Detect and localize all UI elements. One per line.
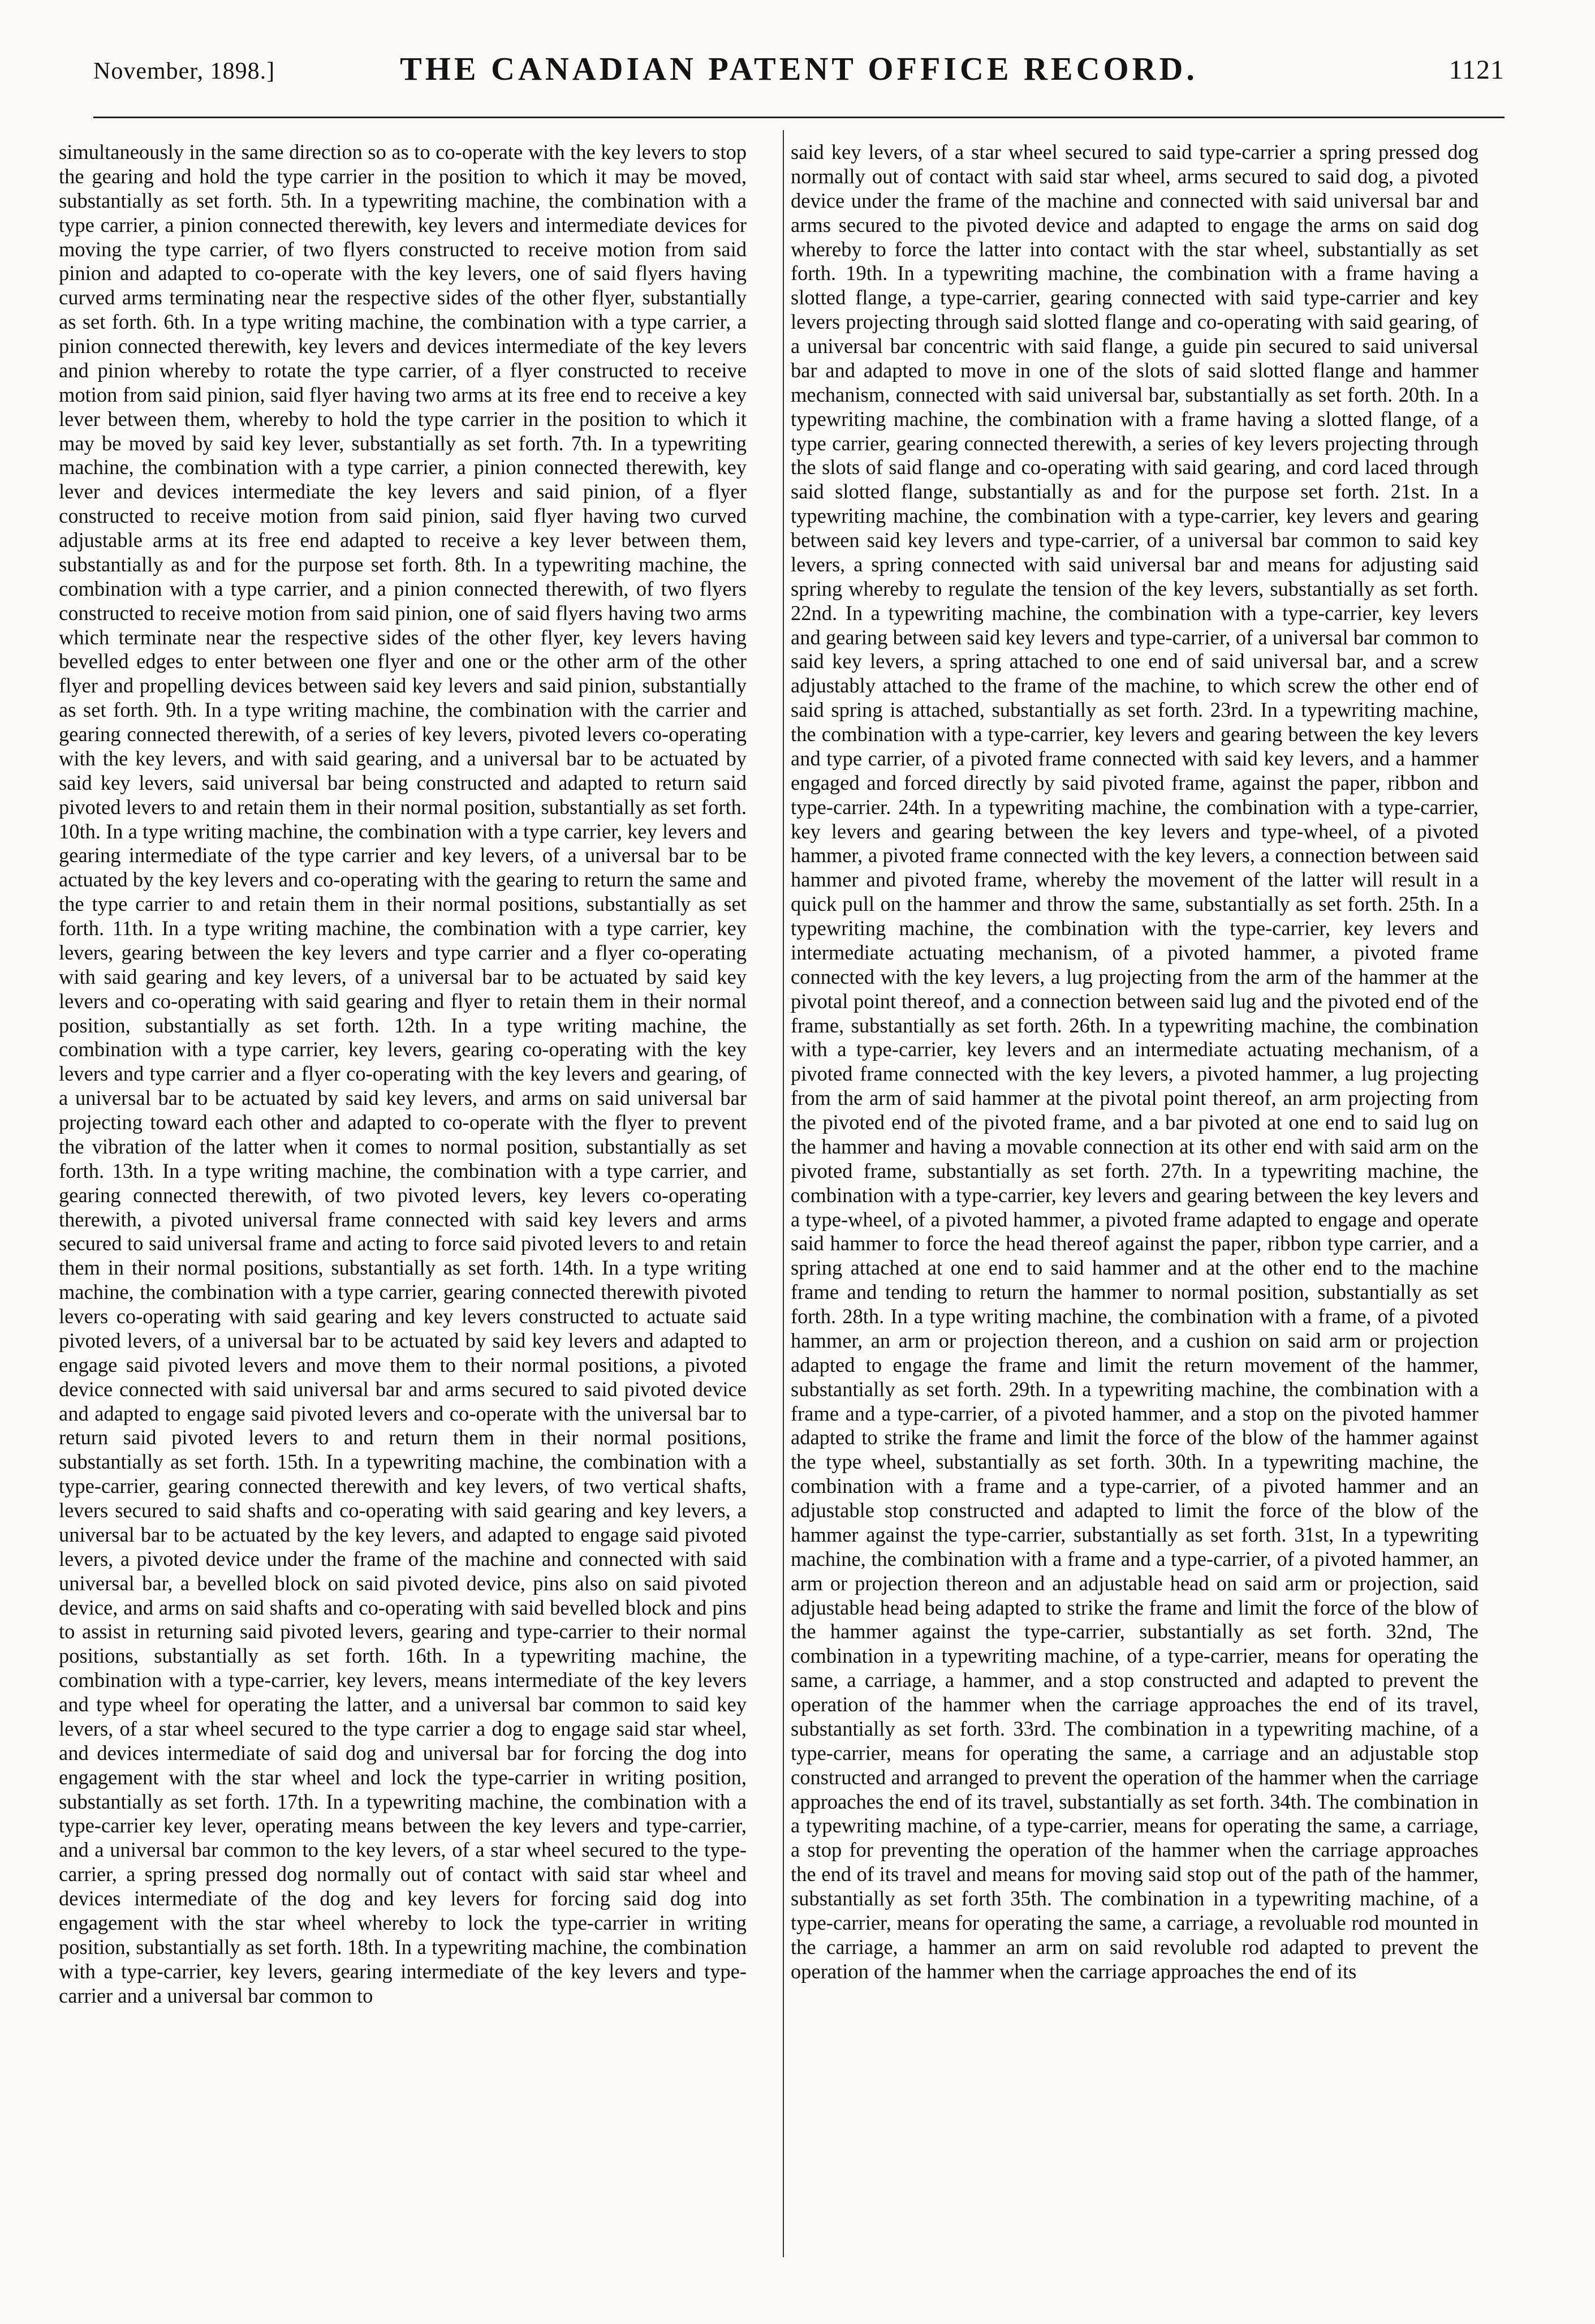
issue-date: November, 1898.] <box>93 58 275 84</box>
left-column-text: simultaneously in the same direction so as to co-operate with the key levers to stop the gearing and hold the type carrier in the position to which it may be moved, substantially as set forth. 5th. In a typewriting machine, the combination with a type carrier, a pinion connected therewith, key levers and intermediate devices for moving the type carrier, of two flyers constructed to receive motion from said pinion and adapted to co-operate with the key levers, one of said flyers having curved arms terminating near the respective sides of the other flyer, substantially as set forth. 6th. In a type writing machine, the combination with a type carrier, a pinion connected therewith, key levers and devices intermediate of the key levers and pinion whereby to rotate the type carrier, of a flyer constructed to receive motion from said pinion, said flyer having two arms at its free end to receive a key lever between them, whereby to hold the type carrier in the position to which it may be moved by said key lever, substantially as set forth. 7th. In a typewriting machine, the combination with a type carrier, a pinion connected therewith, key lever and devices intermediate the key levers and said pinion, of a flyer constructed to receive motion from said pinion, said flyer having two curved adjustable arms at its free end adapted to receive a key lever between them, substantially as and for the purpose set forth. 8th. In a typewriting machine, the combination with a type carrier, and a pinion connected therewith, of two flyers constructed to receive motion from said pinion, one of said flyers having two arms which terminate near the respective sides of the other flyer, key levers having bevelled edges to enter between one flyer and one or the other arm of the other flyer and propelling devices between said key levers and said pinion, substantially as set forth. 9th. In a type writing machine, the combination with the carrier and gearing connected therewith, of a series of key levers, pivoted levers co-operating with the key levers, and with said gearing, and a universal bar to be actuated by said key levers, said universal bar being constructed and adapted to return said pivoted levers to and retain them in their normal position, substantially as set forth. 10th. In a type writing machine, the combination with a type carrier, key levers and gearing intermediate of the type carrier and key levers, of a universal bar to be actuated by the key levers and co-operating with the gearing to return the same and the type carrier to and retain them in their normal positions, substantially as set forth. 11th. In a type writing machine, the combination with a type carrier, key levers, gearing between the key levers and type carrier and a flyer co-operating with said gearing and key levers, of a universal bar to be actuated by said key levers and co-operating with said gearing and flyer to retain them in their normal position, substantially as set forth. 12th. In a type writing machine, the combination with a type carrier, key levers, gearing co-operating with the key levers and type carrier and a flyer co-operating with the key levers and gearing, of a universal bar to be actuated by said key levers, and arms on said universal bar projecting toward each other and adapted to co-operate with the flyer to prevent the vibration of the latter when it comes to normal position, substantially as set forth. 13th. In a type writing machine, the combination with a type carrier, and gearing connected therewith, of two pivoted levers, key levers co-operating therewith, a pivoted universal frame connected with said key levers and arms secured to said universal frame and acting to force said pivoted levers to and retain them in their normal positions, substantially as set forth. 14th. In a type writing machine, the combination with a type carrier, gearing connected therewith pivoted levers co-operating with said gearing and key levers constructed to actuate said pivoted levers, of a universal bar to be actuated by said key levers and adapted to engage said pivoted levers and move them to their normal positions, a pivoted device connected with said universal bar and arms secured to said pivoted device and adapted to engage said pivoted levers and co-operate with the universal bar to return said pivoted levers to and return them in their normal positions, substantially as set forth. 15th. In a typewriting machine, the combination with a type-carrier, gearing connected therewith and key levers, of two vertical shafts, levers secured to said shafts and co-operating with said gearing and key levers, a universal bar to be actuated by the key levers, and adapted to engage said pivoted levers, a pivoted device under the frame of the machine and connected with said universal bar, a bevelled block on said pivoted device, pins also on said pivoted device, and arms on said shafts and co-operating with said bevelled block and pins to assist in returning said pivoted levers, gearing and type-carrier to their normal positions, substantially as set forth. 16th. In a typewriting machine, the combination with a type-carrier, key levers, means intermediate of the key levers and type wheel for operating the latter, and a universal bar common to said key levers, of a star wheel secured to the type carrier a dog to engage said star wheel, and devices intermediate of said dog and universal bar for forcing the dog into engagement with the star wheel and lock the type-carrier in writing position, substantially as set forth. 17th. In a typewriting machine, the combination with a type-carrier key lever, operating means between the key levers and type-carrier, and a universal bar common to the key levers, of a star wheel secured to the type-carrier, a spring pressed dog normally out of contact with said star wheel and devices intermediate of the dog and key levers for forcing said dog into engagement with the star wheel whereby to lock the type-carrier in writing position, substantially as set forth. 18th. In a typewriting machine, the combination with a type-carrier, key levers, gearing intermediate of the key levers and type-carrier and a universal bar common to <box>59 140 747 2007</box>
left-column <box>59 140 747 2233</box>
right-column <box>791 140 1478 2233</box>
page-header <box>93 50 1505 101</box>
page-number: 1121 <box>1449 55 1505 85</box>
column-divider <box>783 130 784 2257</box>
publication-title: THE CANADIAN PATENT OFFICE RECORD. <box>400 50 1198 87</box>
right-column-text: said key levers, of a star wheel secured to said type-carrier a spring pressed dog normally out of contact with said star wheel, arms secured to said dog, a pivoted device under the frame of the machine and connected with said universal bar and arms secured to the pivoted device and adapted to engage the arms on said dog whereby to force the latter into contact with the star wheel, substantially as set forth. 19th. In a typewriting machine, the combination with a frame having a slotted flange, a type-carrier, gearing connected with said type-carrier and key levers projecting through said slotted flange and co-operating with said gearing, of a universal bar concentric with said flange, a guide pin secured to said universal bar and adapted to move in one of the slots of said slotted flange and hammer mechanism, connected with said universal bar, substantially as set forth. 20th. In a typewriting machine, the combination with a frame having a slotted flange, of a type carrier, gearing connected therewith, a series of key levers projecting through the slots of said flange and co-operating with said gearing, and cord laced through said slotted flange, substantially as and for the purpose set forth. 21st. In a typewriting machine, the combination with a type-carrier, key levers and gearing between said key levers and type-carrier, of a universal bar common to said key levers, a spring connected with said universal bar and means for adjusting said spring whereby to regulate the tension of the key levers, substantially as set forth. 22nd. In a typewriting machine, the combination with a type-carrier, key levers and gearing between said key levers and type-carrier, of a universal bar common to said key levers, a spring attached to one end of said universal bar, and a screw adjustably attached to the frame of the machine, to which screw the other end of said spring is attached, substantially as set forth. 23rd. In a typewriting machine, the combination with a type-carrier, key levers and gearing between the key levers and type carrier, of a pivoted frame connected with said key levers, and a hammer engaged and forced directly by said pivoted frame, against the paper, ribbon and type-carrier. 24th. In a typewriting machine, the combination with a type-carrier, key levers and gearing between the key levers and type-wheel, of a pivoted hammer, a pivoted frame connected with the key levers, a connection between said hammer and pivoted frame, whereby the movement of the latter will result in a quick pull on the hammer and throw the same, substantially as set forth. 25th. In a typewriting machine, the combination with the type-carrier, key levers and intermediate actuating mechanism, of a pivoted hammer, a pivoted frame connected with the key levers, a lug projecting from the arm of the hammer at the pivotal point thereof, and a connection between said lug and the pivoted end of the frame, substantially as set forth. 26th. In a typewriting machine, the combination with a type-carrier, key levers and an intermediate actuating mechanism, of a pivoted frame connected with the key levers, a pivoted hammer, a lug projecting from the arm of said hammer at the pivotal point thereof, an arm projecting from the pivoted end of the pivoted frame, and a bar pivoted at one end to said lug on the hammer and having a movable connection at its other end with said arm on the pivoted frame, substantially as set forth. 27th. In a typewriting machine, the combination with a type-carrier, key levers and gearing between the key levers and a type-wheel, of a pivoted hammer, a pivoted frame adapted to engage and operate said hammer to force the head thereof against the paper, ribbon type carrier, and a spring attached at one end to said hammer and at the other end to the machine frame and tending to return the hammer to normal position, substantially as set forth. 28th. In a type writing machine, the combination with a frame, of a pivoted hammer, an arm or projection thereon, and a cushion on said arm or projection adapted to engage the frame and limit the return movement of the hammer, substantially as set forth. 29th. In a typewriting machine, the combination with a frame and a type-carrier, of a pivoted hammer, and a stop on the pivoted hammer adapted to strike the frame and limit the force of the blow of the hammer against the type wheel, substantially as set forth. 30th. In a typewriting machine, the combination with a frame and a type-carrier, of a pivoted hammer and an adjustable stop constructed and adapted to limit the force of the blow of the hammer against the type-carrier, substantially as set forth. 31st, In a typewriting machine, the combination with a frame and a type-carrier, of a pivoted hammer, an arm or projection thereon and an adjustable head on said arm or projection, said adjustable head being adapted to strike the frame and limit the force of the blow of the hammer against the type-carrier, substantially as set forth. 32nd, The combination in a typewriting machine, of a type-carrier, means for operating the same, a carriage, a hammer, and a stop constructed and adapted to prevent the operation of the hammer when the carriage approaches the end of its travel, substantially as set forth. 33rd. The combination in a typewriting machine, of a type-carrier, means for operating the same, a carriage and an adjustable stop constructed and arranged to prevent the operation of the hammer when the carriage approaches the end of its travel, substantially as set forth. 34th. The combination in a typewriting machine, of a type-carrier, means for operating the same, a carriage, a stop for preventing the operation of the hammer when the carriage approaches the end of its travel and means for moving said stop out of the path of the hammer, substantially as set forth 35th. The combination in a typewriting machine, of a type-carrier, means for operating the same, a carriage, a revoluable rod mounted in the carriage, a hammer an arm on said revoluble rod adapted to prevent the operation of the hammer when the carriage approaches the end of its <box>791 140 1478 1983</box>
header-rule <box>93 117 1505 118</box>
